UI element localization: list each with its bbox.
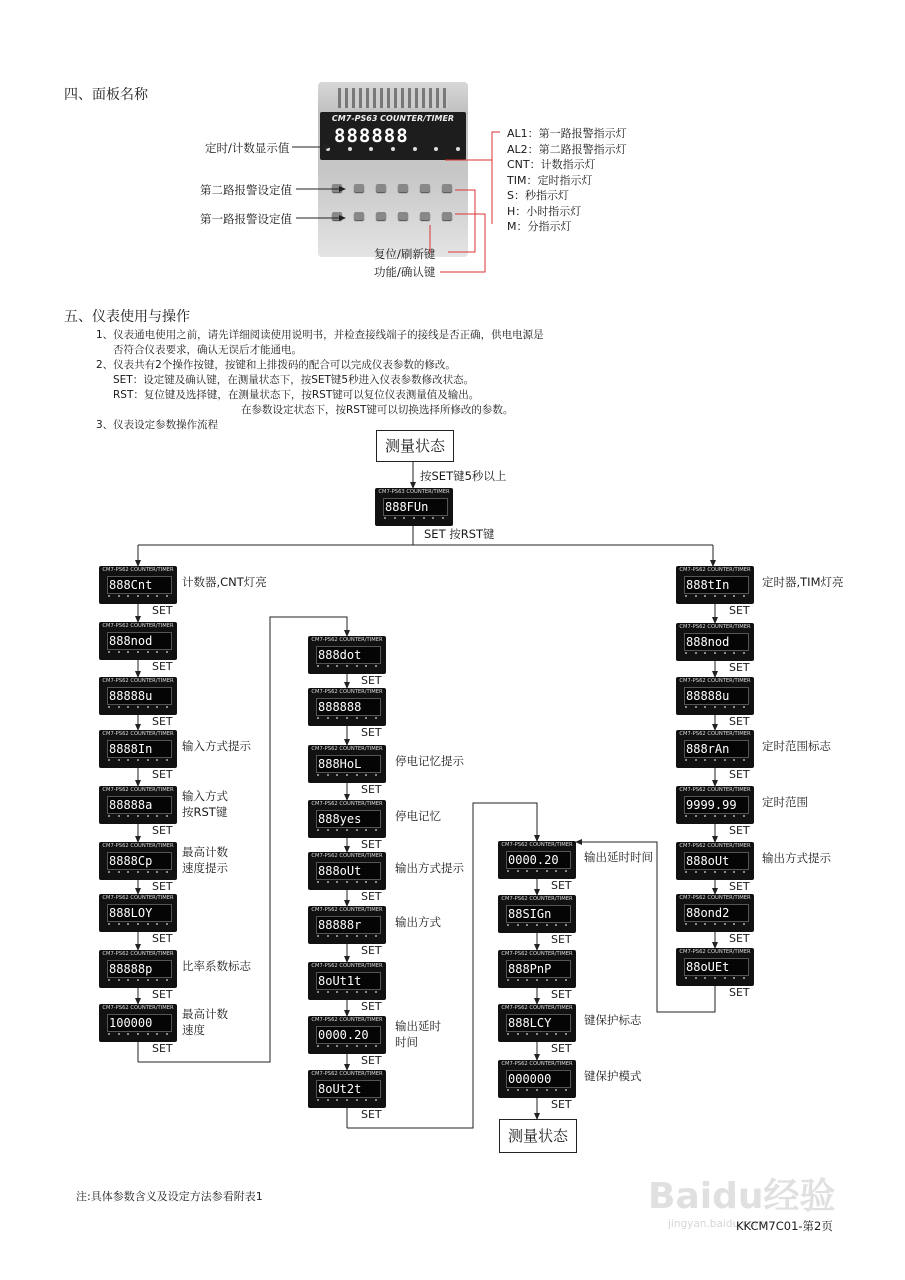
meter-display: 0000.20 <box>506 851 571 869</box>
meter-col1-0 <box>99 566 177 604</box>
meter-title: CM7-PS62 COUNTER/TIMER <box>311 853 383 859</box>
label-reset-key: 复位/刷新键 <box>374 247 436 261</box>
meter-title: CM7-PS62 COUNTER/TIMER <box>311 1071 383 1077</box>
meter-display: 100000 <box>107 1014 172 1032</box>
meter-title: CM7-PS62 COUNTER/TIMER <box>102 895 174 901</box>
meter-display: 888oUt <box>684 852 749 870</box>
meter-col1-8 <box>99 1004 177 1042</box>
meter-display: 88oUEt <box>684 958 749 976</box>
meter-col2-4 <box>308 852 386 890</box>
meter-display: 8888Cp <box>107 852 172 870</box>
meter-display: 8oUt1t <box>316 972 381 990</box>
meter-col1-6 <box>99 894 177 932</box>
meter-display: 0000.20 <box>316 1026 381 1044</box>
set-label: SET <box>729 604 750 617</box>
meter-display: 888HoL <box>316 755 381 773</box>
meter-display: 888tIn <box>684 576 749 594</box>
set-label: SET <box>152 824 173 837</box>
meter-display: 888LOY <box>107 904 172 922</box>
set-label: SET <box>361 1054 382 1067</box>
label-display-value: 定时/计数显示值 <box>205 141 290 155</box>
meter-title: CM7-PS62 COUNTER/TIMER <box>679 843 751 849</box>
meter-title: CM7-PS62 COUNTER/TIMER <box>311 963 383 969</box>
meter-label-col2-4: 输出方式提示 <box>395 861 464 875</box>
set-label: SET <box>361 783 382 796</box>
meter-col1-4 <box>99 786 177 824</box>
footnote: 注:具体参数含义及设定方法参看附表1 <box>76 1190 263 1203</box>
label-function-key: 功能/确认键 <box>374 265 436 279</box>
meter-title: CM7-PS62 COUNTER/TIMER <box>311 801 383 807</box>
start-state-box: 测量状态 <box>376 430 454 462</box>
panel-brand: CM7-PS63 COUNTER/TIMER <box>331 114 455 123</box>
meter-display: 888rAn <box>684 740 749 758</box>
meter-label-col1-3: 输入方式提示 <box>182 739 251 753</box>
meter-col4-7 <box>676 948 754 986</box>
set-label: SET <box>729 986 750 999</box>
meter-display: 888888 <box>316 698 381 716</box>
meter-display: 88SIGn <box>506 905 571 923</box>
set-label: SET <box>152 768 173 781</box>
set-label: SET <box>152 932 173 945</box>
meter-col2-3 <box>308 800 386 838</box>
meter-col1-7 <box>99 950 177 988</box>
meter-display: 888yes <box>316 810 381 828</box>
meter-col2-1 <box>308 688 386 726</box>
meter-title: CM7-PS62 COUNTER/TIMER <box>679 624 751 630</box>
meter-col3-3 <box>498 1004 576 1042</box>
set-label: SET <box>729 715 750 728</box>
meter-label-col2-7: 输出延时 时间 <box>395 1019 441 1049</box>
meter-col4-6 <box>676 894 754 932</box>
meter-display: 888nod <box>107 632 172 650</box>
panel-digits: 888888 <box>334 125 409 147</box>
meter-title: CM7-PS62 COUNTER/TIMER <box>501 951 573 957</box>
label-alarm2: 第二路报警设定值 <box>200 183 292 197</box>
meter-title: CM7-PS62 COUNTER/TIMER <box>311 689 383 695</box>
meter-title: CM7-PS62 COUNTER/TIMER <box>102 951 174 957</box>
set-label: SET <box>729 661 750 674</box>
meter-col2-6 <box>308 962 386 1000</box>
set-label: SET <box>361 726 382 739</box>
meter-title: CM7-PS62 COUNTER/TIMER <box>679 787 751 793</box>
set-label: SET <box>551 879 572 892</box>
meter-title: CM7-PS62 COUNTER/TIMER <box>102 843 174 849</box>
meter-col1-2 <box>99 677 177 715</box>
meter-title: CM7-PS62 COUNTER/TIMER <box>679 731 751 737</box>
meter-title: CM7-PS62 COUNTER/TIMER <box>102 731 174 737</box>
meter-title: CM7-PS62 COUNTER/TIMER <box>679 949 751 955</box>
meter-col2-8 <box>308 1070 386 1108</box>
watermark: Baidu经验 <box>648 1176 836 1217</box>
meter-label-col2-5: 输出方式 <box>395 915 441 929</box>
page-number: KKCM7C01-第2页 <box>736 1219 833 1233</box>
meter-label-col1-8: 最高计数 速度 <box>182 1007 228 1037</box>
meter-label-col1-5: 最高计数 速度提示 <box>182 845 228 875</box>
meter-label-col2-2: 停电记忆提示 <box>395 754 464 768</box>
meter-title: CM7-PS62 COUNTER/TIMER <box>311 637 383 643</box>
meter-label-col4-5: 输出方式提示 <box>762 851 831 865</box>
meter-display: 888Cnt <box>107 576 172 594</box>
set-label: SET <box>729 880 750 893</box>
label-alarm1: 第一路报警设定值 <box>200 212 292 226</box>
set-label: SET <box>361 1000 382 1013</box>
meter-col4-2 <box>676 677 754 715</box>
set-label: SET <box>152 604 173 617</box>
set-label: SET <box>152 715 173 728</box>
meter-display: 888oUt <box>316 862 381 880</box>
set-label: SET <box>361 838 382 851</box>
set-label: SET <box>361 944 382 957</box>
step1-label: 按SET键5秒以上 <box>420 469 507 483</box>
meter-col1-5 <box>99 842 177 880</box>
meter-display: 88888u <box>107 687 172 705</box>
meter-label-col2-3: 停电记忆 <box>395 809 441 823</box>
meter-title: CM7-PS62 COUNTER/TIMER <box>311 1017 383 1023</box>
meter-display: 8888In <box>107 740 172 758</box>
meter-col2-0 <box>308 636 386 674</box>
meter-title: CM7-PS62 COUNTER/TIMER <box>102 787 174 793</box>
meter-col3-1 <box>498 895 576 933</box>
meter-title: CM7-PS62 COUNTER/TIMER <box>501 842 573 848</box>
meter-label-col1-0: 计数器,CNT灯亮 <box>182 575 267 589</box>
set-label: SET <box>152 1042 173 1055</box>
meter-display: 888LCY <box>506 1014 571 1032</box>
meter-label-col1-7: 比率系数标志 <box>182 959 251 973</box>
meter-col2-5 <box>308 906 386 944</box>
set-label: SET <box>551 1042 572 1055</box>
meter-display: 000000 <box>506 1070 571 1088</box>
meter-col1-3 <box>99 730 177 768</box>
meter-title: CM7-PS62 COUNTER/TIMER <box>102 623 174 629</box>
set-label: SET <box>152 660 173 673</box>
meter-col3-0 <box>498 841 576 879</box>
set-label: SET <box>551 988 572 1001</box>
meter-title: CM7-PS62 COUNTER/TIMER <box>679 895 751 901</box>
meter-col4-1 <box>676 623 754 661</box>
watermark-url: jingyan.baidu.com <box>668 1218 765 1230</box>
section4-title: 四、面板名称 <box>64 87 148 103</box>
meter-label-col3-3: 键保护标志 <box>584 1013 642 1027</box>
meter-display: 888PnP <box>506 960 571 978</box>
meter-label-col4-3: 定时范围标志 <box>762 739 831 753</box>
set-label: SET <box>729 824 750 837</box>
meter-label-col4-4: 定时范围 <box>762 795 808 809</box>
meter-col3-2 <box>498 950 576 988</box>
meter-col4-3 <box>676 730 754 768</box>
meter-title: CM7-PS62 COUNTER/TIMER <box>679 678 751 684</box>
meter-title: CM7-PS62 COUNTER/TIMER <box>102 678 174 684</box>
step2-label: SET 按RST键 <box>424 527 495 541</box>
meter-label-col3-4: 键保护模式 <box>584 1069 642 1083</box>
meter-title: CM7-PS62 COUNTER/TIMER <box>501 896 573 902</box>
indicator-legend: AL1：第一路报警指示灯 AL2：第二路报警指示灯 CNT：计数指示灯 TIM：定时指示灯 S：秒指示灯 H：小时指示灯 M：分指示灯 <box>507 127 627 233</box>
meter-title: CM7-PS62 COUNTER/TIMER <box>102 1005 174 1011</box>
meter-display: 888dot <box>316 646 381 664</box>
meter-col1-1 <box>99 622 177 660</box>
meter-title: CM7-PS62 COUNTER/TIMER <box>501 1005 573 1011</box>
meter-title: CM7-PS62 COUNTER/TIMER <box>311 746 383 752</box>
meter-display: 888nod <box>684 633 749 651</box>
section5-title: 五、仪表使用与操作 <box>64 309 190 325</box>
meter-col4-0 <box>676 566 754 604</box>
meter-label-col3-0: 输出延时时间 <box>584 850 653 864</box>
meter-title: CM7-PS62 COUNTER/TIMER <box>102 567 174 573</box>
set-label: SET <box>361 1108 382 1121</box>
meter-display: 9999.99 <box>684 796 749 814</box>
meter-title: CM7-PS62 COUNTER/TIMER <box>679 567 751 573</box>
meter-display: 88ond2 <box>684 904 749 922</box>
meter-col4-4 <box>676 786 754 824</box>
meter-label-col1-4: 输入方式 按RST键 <box>182 789 228 819</box>
set-label: SET <box>729 768 750 781</box>
meter-display: 88888u <box>684 687 749 705</box>
set-label: SET <box>361 890 382 903</box>
meter-col3-4 <box>498 1060 576 1098</box>
meter-label-col4-0: 定时器,TIM灯亮 <box>762 575 844 589</box>
set-label: SET <box>551 933 572 946</box>
set-label: SET <box>729 932 750 945</box>
set-label: SET <box>152 880 173 893</box>
meter-fun: CM7-PS63 COUNTER/TIMER 888FUn <box>375 488 453 526</box>
meter-title: CM7-PS62 COUNTER/TIMER <box>311 907 383 913</box>
set-label: SET <box>152 988 173 1001</box>
meter-display: 88888a <box>107 796 172 814</box>
meter-col4-5 <box>676 842 754 880</box>
meter-col2-7 <box>308 1016 386 1054</box>
set-label: SET <box>551 1098 572 1111</box>
meter-display: 8oUt2t <box>316 1080 381 1098</box>
meter-display: 88888p <box>107 960 172 978</box>
end-state-box: 测量状态 <box>499 1119 577 1153</box>
set-label: SET <box>361 674 382 687</box>
meter-col2-2 <box>308 745 386 783</box>
meter-title: CM7-PS62 COUNTER/TIMER <box>501 1061 573 1067</box>
notes: 1、仪表通电使用之前，请先详细阅读使用说明书，并检查接线端子的接线是否正确，供电电源是 否符合仪表要求，确认无误后才能通电。 2、仪表共有2个操作按键，按键和上排拨码的配合可以完成仪表参数的修改。 SET：设定键及确认键，在测量状态下，按SET键5秒进入仪表参数修改状态。 RST：复位键及选择键，在测量状态下，按RST键可以复位仪表测量值及输出。 在参数设定状态下，按RST键可以切换选择所修改的参数。 3、仪表设定参数操作流程 <box>96 329 544 431</box>
meter-display: 88888r <box>316 916 381 934</box>
